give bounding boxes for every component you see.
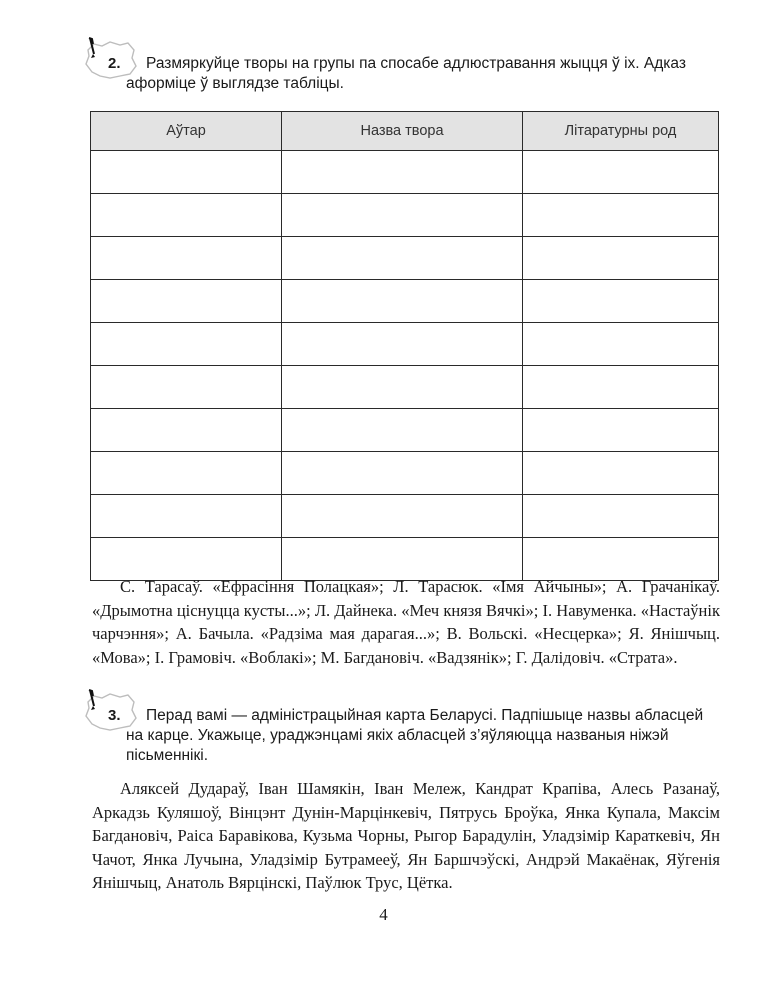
answer-cell[interactable] (91, 194, 282, 237)
task-instruction: Перад вамі — адміністрацыйная карта Беларусі. Падпішыце назвы абласцей на карце. Укажыце, ураджэнцамі якіх абласцей з’яўляюцца названыя ніжэй пісьменнікі. (126, 707, 704, 764)
answer-cell[interactable] (91, 151, 282, 194)
table-row (91, 409, 719, 452)
answer-cell[interactable] (523, 151, 719, 194)
column-header-title: Назва твора (282, 112, 523, 151)
answer-cell[interactable] (523, 366, 719, 409)
table-row (91, 151, 719, 194)
table-row (91, 194, 719, 237)
answer-cell[interactable] (523, 323, 719, 366)
writers-list: Аляксей Дудараў, Іван Шамякін, Іван Мележ, Кандрат Крапіва, Алесь Разанаў, Аркадзь Куляшоў, Вінцэнт Дунін-Марцінкевіч, Пятрусь Броўка, Янка Купала, Максім Багдановіч, Раіса Баравікова, Кузьма Чорны, Рыгор Барадулін, Уладзімір Караткевіч, Ян Чачот, Янка Лучына, Уладзімір Бутрамееў, Ян Баршчэўскі, Андрэй Макаёнак, Яўгенія Янішчыц, Анатоль Вярцінскі, Паўлюк Трус, Цётка. (92, 779, 720, 892)
answer-cell[interactable] (91, 409, 282, 452)
task-2-heading (80, 36, 730, 96)
answer-cell[interactable] (523, 495, 719, 538)
answer-cell[interactable] (282, 452, 523, 495)
answer-cell[interactable] (523, 194, 719, 237)
answer-cell[interactable] (282, 323, 523, 366)
answer-table (90, 111, 719, 581)
answer-cell[interactable] (523, 237, 719, 280)
answer-cell[interactable] (282, 409, 523, 452)
answer-cell[interactable] (91, 280, 282, 323)
answer-cell[interactable] (282, 237, 523, 280)
table-row (91, 452, 719, 495)
answer-cell[interactable] (91, 452, 282, 495)
table-body (91, 151, 719, 581)
answer-cell[interactable] (523, 280, 719, 323)
table-header-row (91, 112, 719, 151)
table-row (91, 495, 719, 538)
task-number: 2. (108, 55, 121, 72)
answer-cell[interactable] (91, 366, 282, 409)
answer-cell[interactable] (91, 237, 282, 280)
answer-cell[interactable] (282, 280, 523, 323)
answer-cell[interactable] (282, 151, 523, 194)
answer-cell[interactable] (282, 495, 523, 538)
works-list: С. Тарасаў. «Ефрасіння Полацкая»; Л. Тарасюк. «Імя Айчыны»; А. Грачанікаў. «Дрымотна цiснуцца кусты...»; Л. Дайнека. «Меч князя Вячкі»; І. Навуменка. «Настаўнік чарчэння»; А. Бачыла. «Радзіма мая дарагая...»; В. Вольскі. «Несцерка»; Я. Янішчыц. «Мова»; І. Грамовіч. «Воблакі»; М. Багдановіч. «Вадзянік»; Г. Далідовіч. «Страта». (92, 577, 720, 667)
table-row (91, 366, 719, 409)
answer-cell[interactable] (91, 495, 282, 538)
answer-cell[interactable] (91, 323, 282, 366)
page-number: 4 (379, 905, 388, 924)
table-row (91, 237, 719, 280)
answer-cell[interactable] (282, 194, 523, 237)
table-row (91, 323, 719, 366)
task-3-heading (80, 688, 730, 764)
task-number: 3. (108, 707, 121, 724)
column-header-author: Аўтар (91, 112, 282, 151)
answer-cell[interactable] (523, 409, 719, 452)
answer-cell[interactable] (523, 452, 719, 495)
table-row (91, 280, 719, 323)
answer-cell[interactable] (282, 366, 523, 409)
column-header-genre: Літаратурны род (523, 112, 719, 151)
task-instruction: Размяркуйце творы на групы па спосабе адлюстравання жыцця ў іх. Адказ аформіце ў выглядзе табліцы. (126, 55, 686, 92)
